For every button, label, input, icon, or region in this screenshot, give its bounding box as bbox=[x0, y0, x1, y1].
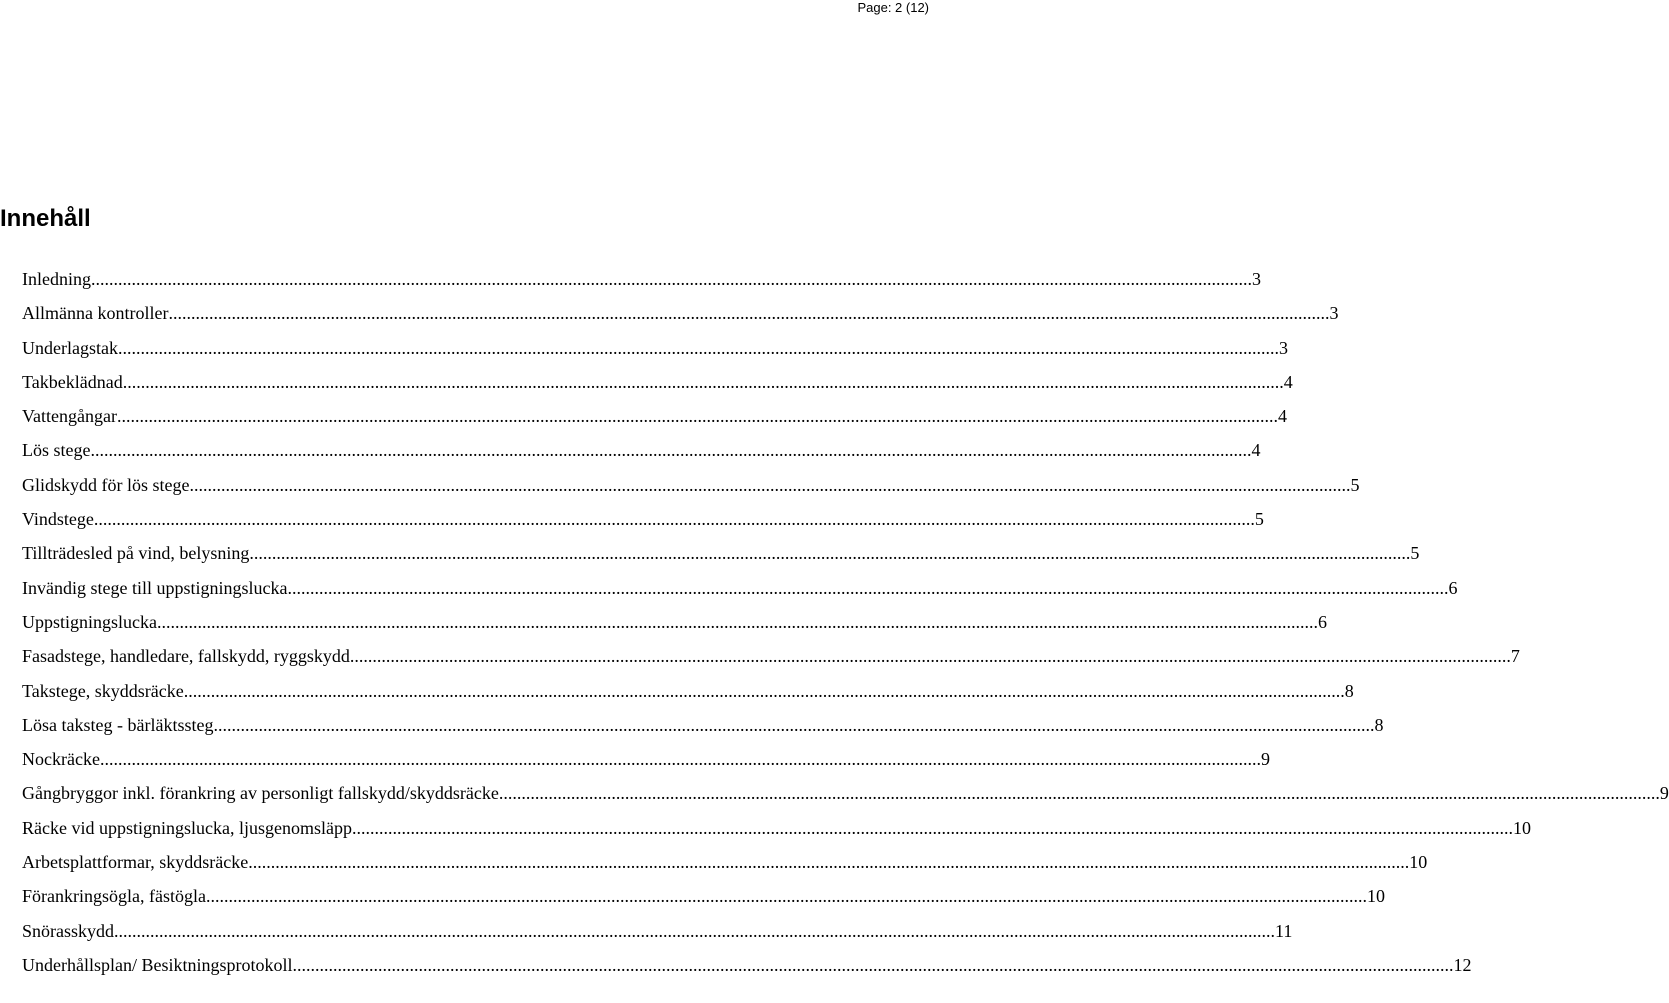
toc-entry[interactable] bbox=[22, 296, 1339, 330]
toc-entry-page: 5 bbox=[1350, 474, 1360, 495]
dot-leader bbox=[206, 879, 1367, 913]
dot-leader bbox=[352, 811, 1513, 845]
toc-entry-title: Lösa taksteg - bärläktssteg bbox=[22, 714, 214, 735]
dot-leader bbox=[350, 639, 1511, 673]
dot-leader bbox=[292, 948, 1453, 982]
toc-entry-page: 7 bbox=[1510, 646, 1520, 667]
toc-entry-title: Invändig stege till uppstigningslucka bbox=[22, 577, 288, 598]
toc-entry-title: Underhållsplan/ Besiktningsprotokoll bbox=[22, 954, 293, 975]
toc-entry-page: 6 bbox=[1318, 611, 1327, 632]
toc-entry-page: 4 bbox=[1283, 371, 1293, 392]
toc-entry[interactable] bbox=[22, 708, 1384, 742]
dot-leader bbox=[184, 674, 1345, 708]
toc-entry-title: Tillträdesled på vind, belysning bbox=[22, 543, 250, 564]
toc-entry[interactable] bbox=[22, 914, 1293, 948]
dot-leader bbox=[499, 776, 1660, 810]
toc-entry[interactable] bbox=[22, 674, 1354, 708]
toc-entry-page: 3 bbox=[1252, 269, 1261, 289]
toc-entry[interactable] bbox=[22, 468, 1360, 502]
toc-entry-title: Underlagstak bbox=[22, 337, 118, 358]
toc-entry-page: 10 bbox=[1409, 852, 1428, 873]
dot-leader bbox=[94, 502, 1255, 536]
toc-entry[interactable] bbox=[22, 776, 1669, 810]
toc-entry-title: Vindstege bbox=[22, 509, 94, 530]
page-number-label: Page: 2 (12) bbox=[857, 0, 929, 15]
toc-entry[interactable] bbox=[22, 331, 1288, 365]
dot-leader bbox=[168, 296, 1329, 330]
toc-entry-page: 5 bbox=[1254, 509, 1264, 530]
toc-entry-page: 5 bbox=[1410, 543, 1420, 564]
dot-leader bbox=[249, 536, 1410, 570]
toc-entry-page: 3 bbox=[1278, 337, 1288, 358]
toc-entry-title: Nockräcke bbox=[22, 749, 100, 770]
toc-entry[interactable] bbox=[22, 845, 1428, 879]
dot-leader bbox=[123, 365, 1284, 399]
dot-leader bbox=[100, 742, 1261, 776]
toc-entry-title: Takstege, skyddsräcke bbox=[22, 680, 184, 701]
toc-entry-page: 10 bbox=[1512, 817, 1531, 838]
toc-entry-page: 4 bbox=[1277, 406, 1287, 427]
toc-entry-page: 9 bbox=[1260, 749, 1270, 770]
dot-leader bbox=[248, 845, 1409, 879]
toc-entry-page: 4 bbox=[1251, 440, 1261, 461]
toc-entry-title: Uppstigningslucka bbox=[22, 611, 157, 632]
toc-entry-page: 10 bbox=[1366, 886, 1385, 907]
toc-entry-title: Inledning bbox=[22, 269, 91, 289]
toc-entry-page: 8 bbox=[1374, 714, 1384, 735]
toc-entry[interactable] bbox=[22, 639, 1520, 673]
toc-entry-page: 12 bbox=[1453, 954, 1472, 975]
toc-entry-title: Gångbryggor inkl. förankring av personligt fallskydd/skyddsräcke bbox=[22, 783, 499, 804]
toc-entry-page: 11 bbox=[1275, 920, 1293, 941]
toc-entry[interactable] bbox=[22, 399, 1287, 433]
toc-entry[interactable] bbox=[22, 365, 1293, 399]
toc-entry-page: 9 bbox=[1659, 783, 1669, 804]
table-of-contents bbox=[22, 262, 1669, 982]
dot-leader bbox=[287, 571, 1448, 605]
toc-entry-title: Förankringsögla, fästögla bbox=[22, 886, 206, 907]
dot-leader bbox=[189, 468, 1350, 502]
toc-entry[interactable] bbox=[22, 742, 1270, 776]
toc-entry[interactable] bbox=[22, 502, 1264, 536]
toc-entry[interactable] bbox=[22, 948, 1472, 982]
dot-leader bbox=[90, 433, 1251, 467]
toc-entry-page: 8 bbox=[1344, 680, 1354, 701]
toc-entry[interactable] bbox=[22, 433, 1261, 467]
toc-entry-title: Allmänna kontroller bbox=[22, 303, 169, 324]
dot-leader bbox=[213, 708, 1374, 742]
toc-entry[interactable] bbox=[22, 536, 1420, 570]
dot-leader bbox=[117, 399, 1278, 433]
toc-heading: Innehåll bbox=[0, 205, 91, 232]
toc-entry[interactable] bbox=[22, 571, 1458, 605]
toc-entry-title: Räcke vid uppstigningslucka, ljusgenomsläpp bbox=[22, 817, 352, 838]
dot-leader bbox=[114, 914, 1275, 948]
toc-entry-page: 6 bbox=[1448, 577, 1458, 598]
toc-entry-title: Lös stege bbox=[22, 440, 91, 461]
toc-entry[interactable] bbox=[22, 811, 1531, 845]
toc-entry-title: Vattengångar bbox=[22, 406, 117, 427]
toc-entry-title: Fasadstege, handledare, fallskydd, ryggskydd bbox=[22, 646, 350, 667]
dot-leader bbox=[118, 331, 1279, 365]
toc-entry-title: Arbetsplattformar, skyddsräcke bbox=[22, 852, 249, 873]
toc-entry-title: Glidskydd för lös stege bbox=[22, 474, 190, 495]
toc-entry-title: Snörasskydd bbox=[22, 920, 115, 941]
toc-entry[interactable] bbox=[22, 879, 1385, 913]
dot-leader bbox=[157, 605, 1318, 639]
toc-entry[interactable] bbox=[22, 262, 1261, 296]
toc-entry-page: 3 bbox=[1329, 303, 1339, 324]
toc-entry[interactable] bbox=[22, 605, 1327, 639]
toc-entry-title: Takbeklädnad bbox=[22, 371, 123, 392]
dot-leader bbox=[91, 262, 1252, 296]
